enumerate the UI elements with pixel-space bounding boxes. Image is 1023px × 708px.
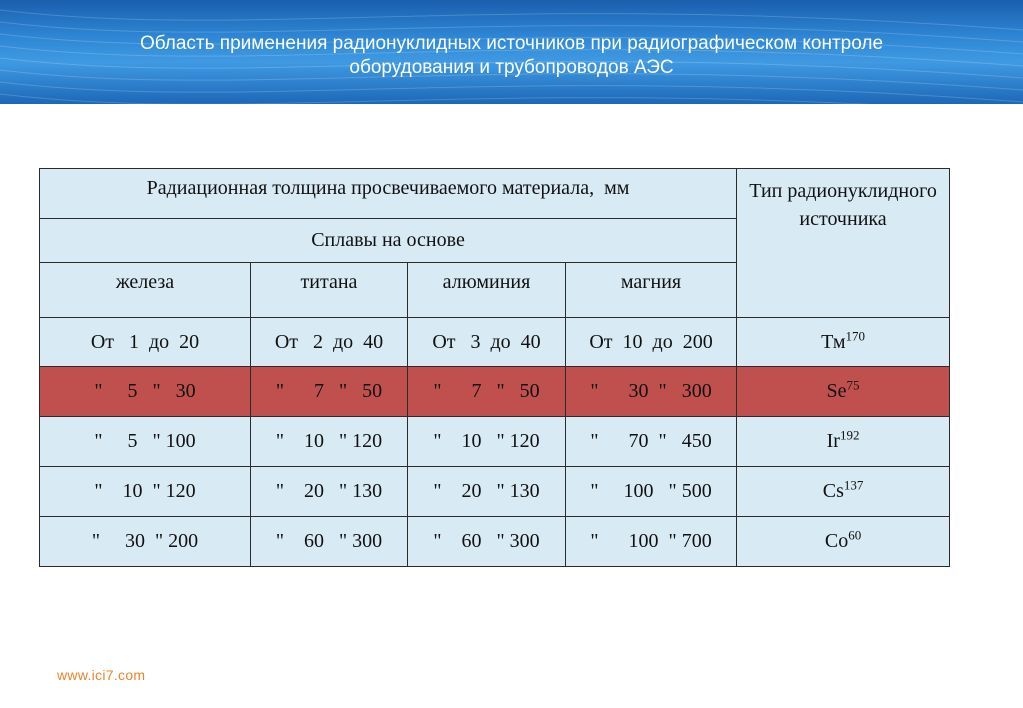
column-header-titanium: титана [251, 263, 408, 318]
table-cell: " 5 " 30 [40, 367, 251, 417]
table-row [40, 417, 950, 467]
table-cell: " 60 " 300 [251, 517, 408, 567]
table-cell: " 60 " 300 [408, 517, 566, 567]
source-mass-number: 170 [845, 327, 865, 343]
column-header-magnesium: магния [566, 263, 737, 318]
footer-url[interactable]: www.ici7.com [57, 667, 146, 683]
header-alloys: Сплавы на основе [40, 219, 737, 263]
source-cell [737, 467, 950, 517]
table-cell: " 10 " 120 [251, 417, 408, 467]
table-cell: От 1 до 20 [40, 318, 251, 367]
table-cell: " 100 " 500 [566, 467, 737, 517]
table-cell: " 7 " 50 [251, 367, 408, 417]
source-symbol: Se [826, 380, 847, 402]
slide-title-line2: оборудования и трубопроводов АЭС [349, 57, 674, 78]
source-cell [737, 318, 950, 367]
header-thickness: Радиационная толщина просвечиваемого материала, мм [40, 169, 737, 219]
source-symbol: Тм [821, 330, 846, 353]
table-cell: " 30 " 300 [566, 367, 737, 417]
source-symbol: Ir [826, 430, 840, 452]
column-header-aluminum: алюминия [408, 263, 566, 318]
table-cell: От 10 до 200 [566, 318, 737, 367]
table-cell: " 20 " 130 [408, 467, 566, 517]
source-mass-number: 60 [848, 527, 862, 543]
table-cell: От 3 до 40 [408, 318, 566, 367]
slide-title-line1: Область применения радионуклидных источников при радиографическом контроле [139, 33, 884, 54]
source-cell [737, 367, 950, 417]
source-cell [737, 417, 950, 467]
table-row [40, 318, 950, 367]
table-row-highlighted [40, 367, 950, 417]
table-cell: От 2 до 40 [251, 318, 408, 367]
source-symbol: Co [824, 530, 849, 552]
header-banner [0, 0, 1023, 104]
table-cell: " 30 " 200 [40, 517, 251, 567]
source-mass-number: 192 [839, 427, 860, 443]
table-cell: " 7 " 50 [408, 367, 566, 417]
column-header-iron: железа [40, 263, 251, 318]
source-cell [737, 517, 950, 567]
table-cell: " 20 " 130 [251, 467, 408, 517]
radionuclide-table [39, 168, 950, 567]
table-cell: " 70 " 450 [566, 417, 737, 467]
table-cell: " 10 " 120 [40, 467, 251, 517]
table-row [40, 517, 950, 567]
table-cell: " 100 " 700 [566, 517, 737, 567]
header-source-type: Тип радионуклидного источника [737, 169, 950, 318]
source-mass-number: 75 [846, 377, 860, 393]
table-cell: " 10 " 120 [408, 417, 566, 467]
slide-title [0, 32, 1023, 80]
source-symbol: Cs [822, 480, 844, 502]
table-cell: " 5 " 100 [40, 417, 251, 467]
table-row [40, 467, 950, 517]
source-mass-number: 137 [843, 477, 864, 493]
